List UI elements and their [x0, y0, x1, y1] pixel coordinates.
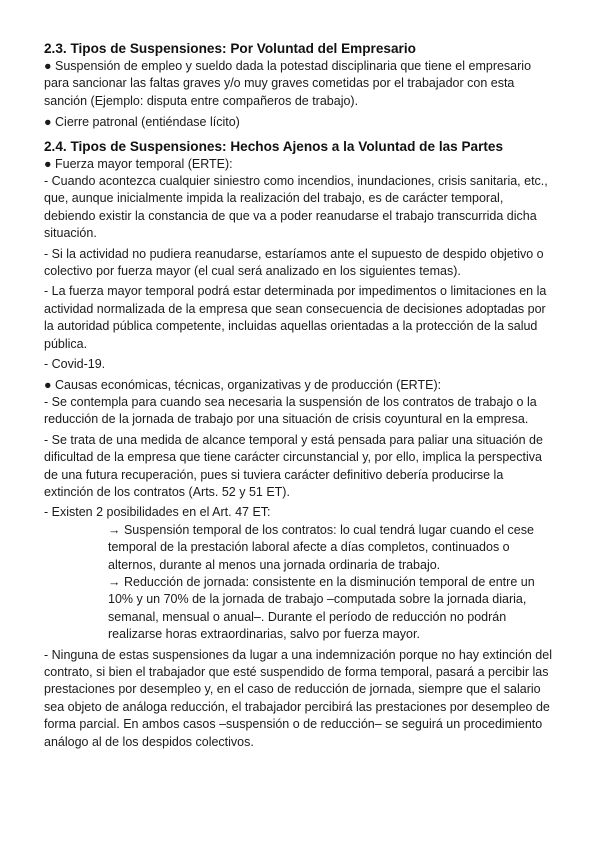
bullet-causas-title: ● Causas económicas, técnicas, organizativas y de producción (ERTE):: [44, 377, 442, 392]
section-2-3-heading: 2.3. Tipos de Suspensiones: Por Voluntad del Empresario: [44, 41, 416, 56]
bullet-suspension-empleo-sueldo: ● Suspensión de empleo y sueldo dada la potestad disciplinaria que tiene el empresario para sancionar las faltas graves y/o muy graves cometidas por el trabajador con esta sanción (Ejemplo: disputa entre compañeros de trabajo).: [44, 59, 532, 108]
causas-paragraph-3: - Existen 2 posibilidades en el Art. 47 ET:: [44, 505, 271, 520]
causas-paragraph-1: - Se contempla para cuando sea necesaria la suspensión de los contratos de trabajo o la reducción de la jornada de trabajo por una situación de crisis coyuntural en la empresa.: [44, 394, 537, 427]
causas-sub-item-suspension: → Suspensión temporal de los contratos: lo cual tendrá lugar cuando el cese temporal de la prestación laboral afecte a días completos, continuados o alternos, durante al menos una jornada ordinaria de trabajo.: [108, 522, 534, 572]
causas-sub-item-reduccion: → Reducción de jornada: consistente en la disminución temporal de entre un 10% y un 70% de la jornada de trabajo –computada sobre la jornada diaria, semanal, mensual o anual–. Durante el período de reducción no podrán realizarse horas extraordinarias, salvo por fuerza mayor.: [108, 574, 535, 642]
fuerza-mayor-paragraph-4: - Covid-19.: [44, 357, 106, 372]
causas-closing-paragraph: - Ninguna de estas suspensiones da lugar a una indemnización porque no hay extinción del contrato, si bien el trabajador que esté suspendido de forma temporal, pasará a percibir las prestaciones por desempleo y, en el caso de reducción de jornada, siempre que el salario sea objeto de análoga reducción, el trabajador percibirá las prestaciones por desempleo de forma parcial. En ambos casos –suspensión o de reducción– se seguirá un procedimiento análogo al de los despidos colectivos.: [44, 647, 552, 749]
fuerza-mayor-paragraph-3: - La fuerza mayor temporal podrá estar determinada por impedimentos o limitaciones en la actividad normalizada de la empresa que sean consecuencia de decisiones adoptadas por la autoridad pública competente, incluidas aquellas orientadas a la protección de la salud pública.: [44, 284, 547, 351]
fuerza-mayor-paragraph-2: - Si la actividad no pudiera reanudarse, estaríamos ante el supuesto de despido objetivo o colectivo por fuerza mayor (el cual será analizado en los siguientes temas).: [44, 246, 544, 279]
bullet-fuerza-mayor-title: ● Fuerza mayor temporal (ERTE):: [44, 156, 233, 171]
causas-paragraph-2: - Se trata de una medida de alcance temporal y está pensada para paliar una situación de dificultad de la empresa que tiene carácter circunstancial y, por ello, implica la perspectiva de una futura recuperación, pues si tuviera carácter definitivo debería producirse la extinción de los contratos (Arts. 52 y 51 ET).: [44, 432, 543, 499]
section-2-4-heading: 2.4. Tipos de Suspensiones: Hechos Ajenos a la Voluntad de las Partes: [44, 138, 504, 154]
bullet-cierre-patronal: ● Cierre patronal (entiéndase lícito): [44, 115, 240, 130]
fuerza-mayor-paragraph-1: - Cuando acontezca cualquier siniestro como incendios, inundaciones, crisis sanitaria, etc., que, aunque inicialmente impida la realización del trabajo, es de carácter temporal, debiendo existir la constancia de que va a poder reanudarse el trabajo transcurrida dicha situación.: [44, 174, 548, 241]
